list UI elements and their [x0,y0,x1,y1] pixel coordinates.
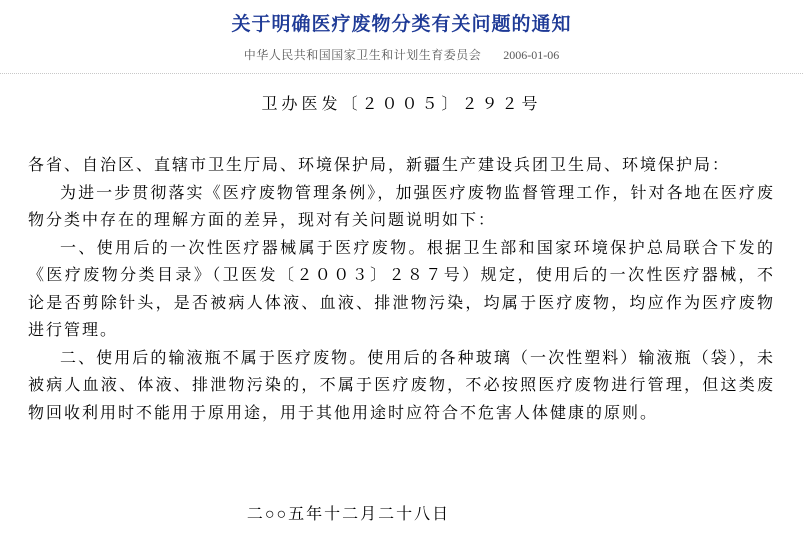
notice-meta [0,47,803,63]
notice-body [28,152,775,427]
publish-date: 2006-01-06 [503,48,560,62]
paragraph-intro: 为进一步贯彻落实《医疗废物管理条例》，加强医疗废物监督管理工作，针对各地在医疗废物分类中存在的理解方面的差异，现对有关问题说明如下： [28,184,775,229]
paragraph-item-1: 一、使用后的一次性医疗器械属于医疗废物。根据卫生部和国家环境保护总局联合下发的《医疗废物分类目录》（卫医发〔２００３〕２８７号）规定，使用后的一次性医疗器械，不论是否剪除针头，是否被病人体液、血液、排泄物污染，均属于医疗废物，均应作为医疗废物进行管理。 [28,239,775,339]
document-number: 卫办医发〔２００５〕２９２号 [261,96,542,113]
paragraph-salutation: 各省、自治区、直辖市卫生厅局、环境保护局，新疆生产建设兵团卫生局、环境保护局： [28,157,731,174]
notice-title: 关于明确医疗废物分类有关问题的通知 [231,14,572,35]
notice-header [0,0,803,74]
paragraph-item-2: 二、使用后的输液瓶不属于医疗废物。使用后的各种玻璃（一次性塑料）输液瓶（袋），未被病人血液、体液、排泄物污染的，不属于医疗废物，不必按照医疗废物进行管理，但这类废物回收利用时不能用于原用途，用于其他用途时应符合不危害人体健康的原则。 [28,349,775,422]
notice-content [0,94,803,527]
issuer-name: 中华人民共和国国家卫生和计划生育委员会 [243,48,482,62]
sign-date: 二○○五年十二月二十八日 [246,506,451,523]
